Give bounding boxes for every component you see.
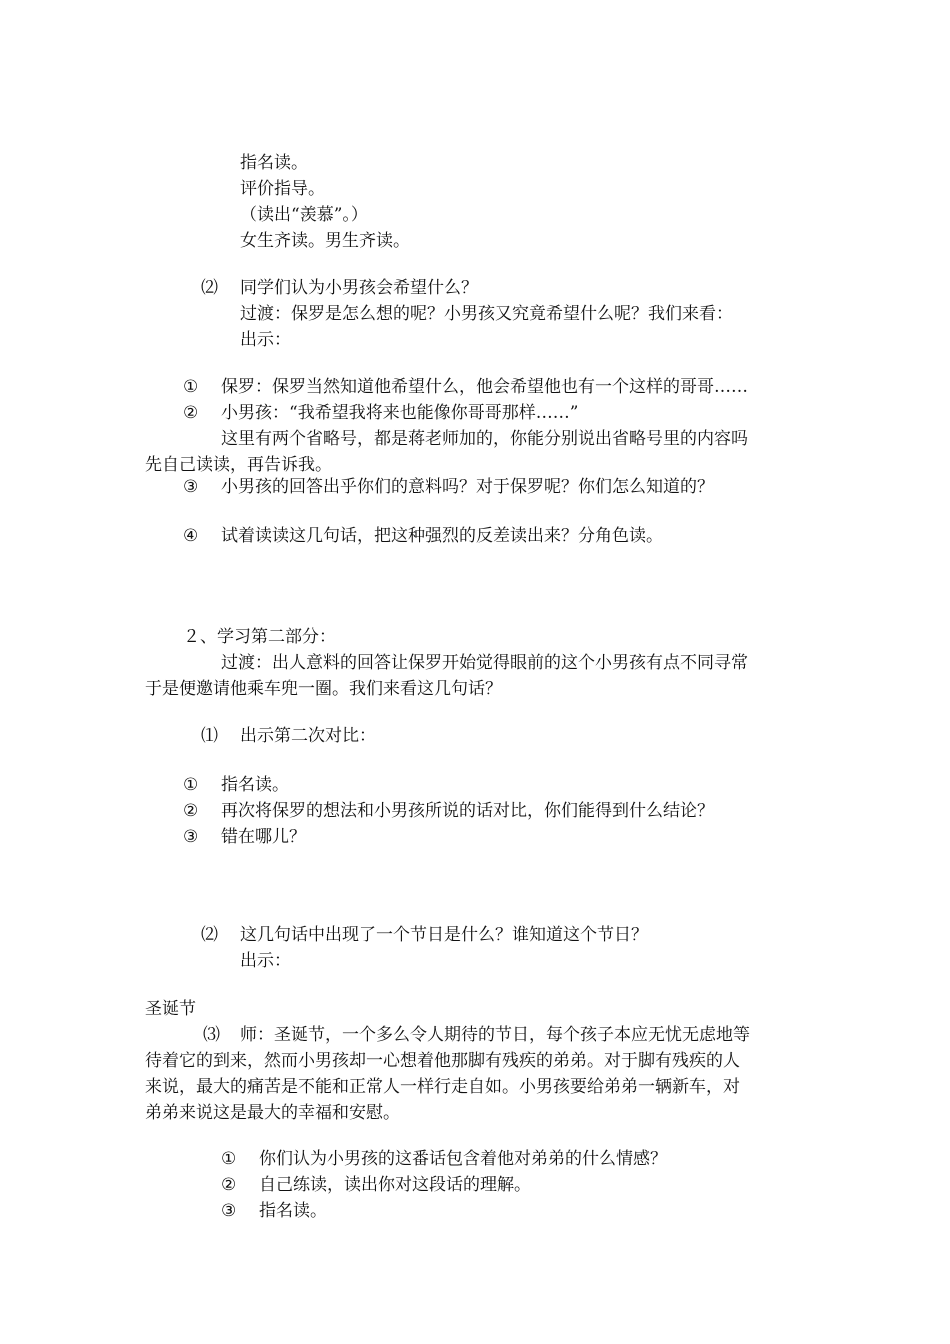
list-item: 试着读读这几句话，把这种强烈的反差读出来？分角色读。	[221, 526, 663, 546]
question-number: ⑶	[203, 1025, 220, 1045]
transition-text: 过渡：保罗是怎么想的呢？小男孩又究竟希望什么呢？我们来看：	[240, 304, 733, 324]
show-label: 出示：	[240, 330, 291, 350]
section-heading: ２、学习第二部分：	[183, 627, 336, 647]
paragraph-line: 过渡：出人意料的回答让保罗开始觉得眼前的这个小男孩有点不同寻常	[221, 653, 748, 673]
term-christmas: 圣诞节	[145, 999, 196, 1019]
list-item: 错在哪儿？	[221, 827, 306, 847]
list-item-number: ③	[183, 477, 199, 497]
question-number: ⑵	[201, 278, 218, 298]
list-item-number: ④	[183, 526, 199, 546]
list-item: 再次将保罗的想法和小男孩所说的话对比，你们能得到什么结论？	[221, 801, 714, 821]
question-text: 出示第二次对比：	[240, 726, 376, 746]
question-number: ⑵	[201, 925, 218, 945]
list-item-number: ①	[183, 775, 199, 795]
paragraph-line: 弟弟来说这是最大的幸福和安慰。	[145, 1103, 400, 1123]
list-item: 指名读。	[221, 775, 289, 795]
question-text: 这几句话中出现了一个节日是什么？谁知道这个节日？	[240, 925, 648, 945]
text-line: 女生齐读。男生齐读。	[240, 231, 410, 251]
paragraph-line: 这里有两个省略号，都是蒋老师加的，你能分别说出省略号里的内容吗	[221, 429, 748, 449]
paragraph-line: 先自己读读，再告诉我。	[145, 455, 332, 475]
paragraph-line: 师：圣诞节，一个多么令人期待的节日，每个孩子本应无忧无虑地等	[240, 1025, 750, 1045]
paragraph-line: 于是便邀请他乘车兜一圈。我们来看这几句话？	[145, 679, 502, 699]
list-item-number: ②	[221, 1175, 237, 1195]
list-item: 小男孩的回答出乎你们的意料吗？对于保罗呢？你们怎么知道的？	[221, 477, 714, 497]
list-item-number: ②	[183, 403, 199, 423]
text-line: 评价指导。	[240, 179, 325, 199]
paragraph-line: 来说，最大的痛苦是不能和正常人一样行走自如。小男孩要给弟弟一辆新车，对	[145, 1077, 740, 1097]
list-item: 自己练读，读出你对这段话的理解。	[259, 1175, 531, 1195]
list-item-number: ①	[183, 377, 199, 397]
question-number: ⑴	[201, 726, 218, 746]
text-line: （读出“羡慕”。）	[240, 205, 368, 225]
list-item: 指名读。	[259, 1201, 327, 1221]
text-line: 指名读。	[240, 153, 308, 173]
paragraph-line: 待着它的到来，然而小男孩却一心想着他那脚有残疾的弟弟。对于脚有残疾的人	[145, 1051, 740, 1071]
list-item: 保罗：保罗当然知道他希望什么，他会希望他也有一个这样的哥哥……	[221, 377, 748, 397]
list-item-number: ③	[221, 1201, 237, 1221]
list-item: 你们认为小男孩的这番话包含着他对弟弟的什么情感？	[259, 1149, 667, 1169]
list-item-number: ①	[221, 1149, 237, 1169]
show-label: 出示：	[240, 951, 291, 971]
question-text: 同学们认为小男孩会希望什么？	[240, 278, 478, 298]
list-item-number: ③	[183, 827, 199, 847]
list-item-number: ②	[183, 801, 199, 821]
list-item: 小男孩：“我希望我将来也能像你哥哥那样……”	[221, 403, 579, 423]
